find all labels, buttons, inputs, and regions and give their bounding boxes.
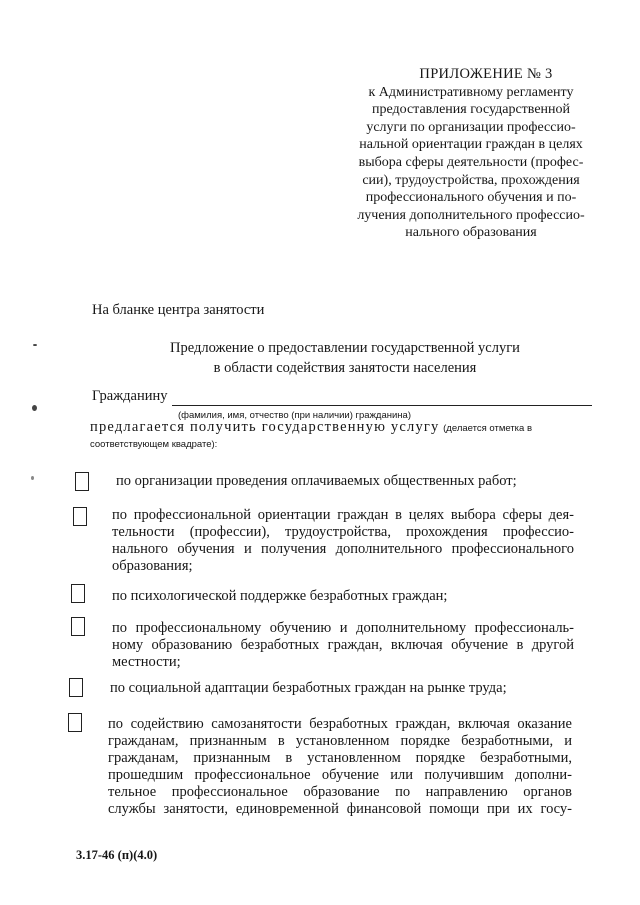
service-line: по организации проведения оплачиваемых общественных работ; xyxy=(116,473,517,489)
form-code: 3.17-46 (п)(4.0) xyxy=(76,848,158,862)
offer-text: предлагается получить государственную услугу xyxy=(90,419,440,435)
offer-note: (делается отметка в xyxy=(443,423,532,434)
appendix-line: нальной ориентации граждан в целях xyxy=(359,137,583,153)
service-checkbox[interactable] xyxy=(73,507,87,526)
appendix-line: нального образования xyxy=(405,225,537,241)
name-field-caption: (фамилия, имя, отчество (при наличии) гражданина) xyxy=(178,410,412,421)
scan-speck xyxy=(32,405,37,411)
service-item xyxy=(110,680,572,697)
document-title xyxy=(140,338,550,378)
service-line: по профессиональной ориентации граждан в целях выбора сферы дея- xyxy=(112,507,574,523)
service-line: по содействию самозанятости безработных граждан, включая оказание xyxy=(108,716,572,732)
service-line: образования; xyxy=(112,558,193,574)
service-line: гражданам, признанным в установленном порядке безработными, и xyxy=(108,733,572,749)
appendix-line: выбора сферы деятельности (профес- xyxy=(358,154,584,170)
service-line: нального обучения и получения дополнительного профессионального xyxy=(112,541,574,557)
service-item xyxy=(112,588,574,605)
service-line: по психологической поддержке безработных граждан; xyxy=(112,588,448,604)
service-line: тельности (профессии), трудоустройства, прохождения профессио- xyxy=(112,524,574,540)
appendix-line: к Административному регламенту xyxy=(368,84,574,100)
appendix-line: профессионального обучения и по- xyxy=(365,190,577,206)
scan-speck xyxy=(33,344,37,346)
service-line: местности; xyxy=(112,654,181,670)
document-title-line: в области содействия занятости населения xyxy=(213,360,477,376)
offer-note-continued: соответствующем квадрате): xyxy=(90,439,218,450)
service-line: по социальной адаптации безработных граждан на рынке труда; xyxy=(110,680,507,696)
document-title-line: Предложение о предоставлении государственной услуги xyxy=(170,340,520,356)
citizen-name-field[interactable] xyxy=(172,405,592,406)
service-checkbox[interactable] xyxy=(75,472,89,491)
letterhead-note: На бланке центра занятости xyxy=(92,302,265,318)
appendix-line: предоставления государственной xyxy=(371,102,571,118)
service-line: прошедшим профессиональное обучение или получившим дополни- xyxy=(108,767,572,783)
service-line: ному образованию безработных граждан, включая обучение в другой xyxy=(112,637,574,653)
service-line: гражданам, признанным в установленном порядке безработными, xyxy=(108,750,572,766)
service-checkbox[interactable] xyxy=(71,584,85,603)
service-checkbox[interactable] xyxy=(68,713,82,732)
service-checkbox[interactable] xyxy=(71,617,85,636)
service-item xyxy=(112,620,574,671)
service-item xyxy=(112,507,574,575)
appendix-line: сии), трудоустройства, прохождения xyxy=(362,172,580,188)
appendix-line: лучения дополнительного профессио- xyxy=(357,207,585,223)
service-line: по профессиональному обучению и дополнительному профессиональ- xyxy=(112,620,574,636)
service-item xyxy=(108,716,572,818)
service-checkbox[interactable] xyxy=(69,678,83,697)
service-line: службы занятости, единовременной финансовой помощи при их госу- xyxy=(108,801,572,817)
service-item xyxy=(116,473,578,490)
appendix-header xyxy=(340,66,602,242)
scan-speck xyxy=(31,476,34,480)
offer-statement xyxy=(90,420,590,452)
citizen-label: Гражданину xyxy=(92,388,168,404)
appendix-line: услуги по организации профессио- xyxy=(366,119,576,135)
service-line: тельное профессиональное образование по направлению органов xyxy=(108,784,572,800)
appendix-title: ПРИЛОЖЕНИЕ № 3 xyxy=(419,66,553,82)
